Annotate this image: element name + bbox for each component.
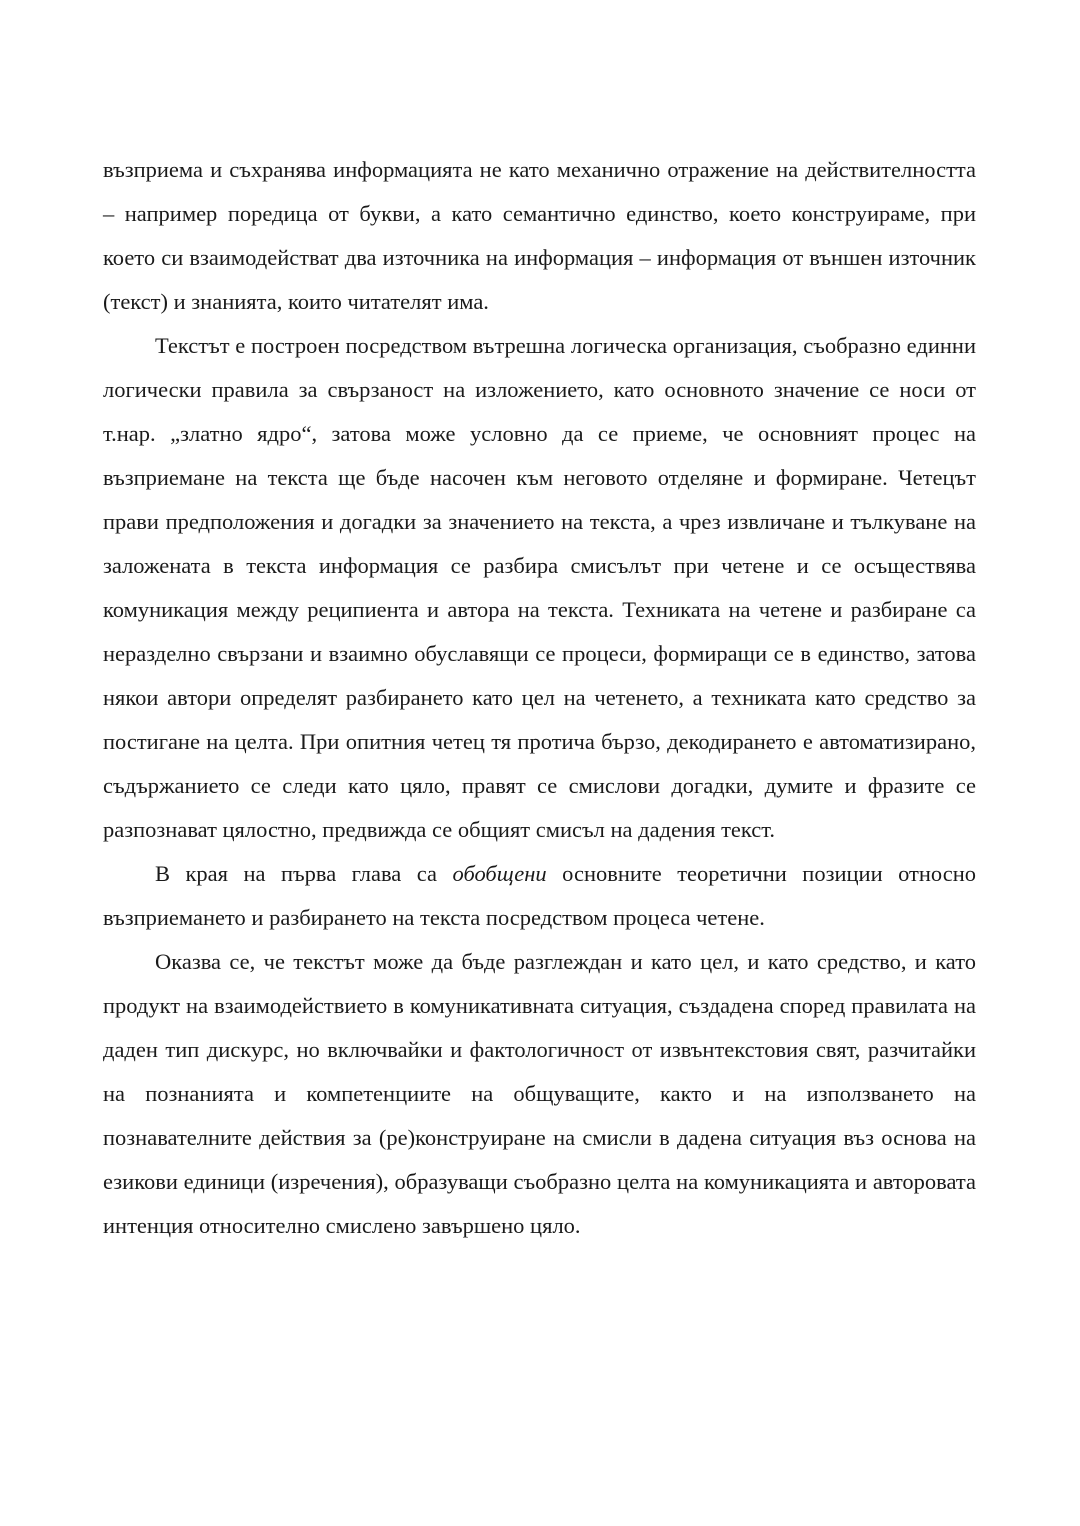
summary-text-after: основните теоретични позиции относно възприемането и разбирането на текста посредством процеса четене. <box>103 861 977 930</box>
paragraph-chapter-summary <box>103 852 976 940</box>
document-page <box>103 148 976 1248</box>
paragraph-text-structure: Текстът е построен посредством вътрешна логическа организация, съобразно единни логически правила за свързаност на изложението, като основното значение се носи от т.нар. „златно ядро“, затова може условно да се приеме, че основният процес на възприемане на текста ще бъде насочен към неговото отделяне и формиране. Четецът прави предположения и догадки за значението на текста, а чрез извличане и тълкуване на заложената в текста информация се разбира смисълът при четене и се осъществява комуникация между реципиента и автора на текста. Техниката на четене и разбиране са неразделно свързани и взаимно обуславящи се процеси, формиращи се в единство, затова някои автори определят разбирането като цел на четенето, а техниката като средство за постигане на целта. При опитния четец тя протича бързо, декодирането е автоматизирано, съдържанието се следи като цяло, правят се смислови догадки, думите и фразите се разпознават цялостно, предвижда се общият смисъл на дадения текст. <box>103 333 976 842</box>
paragraph-conclusion: Оказва се, че текстът може да бъде разглеждан и като цел, и като средство, и като продукт на взаимодействието в комуникативната ситуация, създадена според правилата на даден тип дискурс, но включвайки и фактологичност от извънтекстовия свят, разчитайки на познанията и компетенциите на общуващите, както и на използването на познавателните действия за (ре)конструиране на смисли в дадена ситуация въз основа на езикови единици (изречения), образуващи съобразно целта на комуникацията и авторовата интенция относително смислено завършено цяло. <box>103 949 976 1238</box>
paragraph-continuation: възприема и съхранява информацията не като механично отражение на действителността – например поредица от букви, а като семантично единство, което конструираме, при което си взаимодействат два източника на информация – информация от външен източник (текст) и знанията, които читателят има. <box>103 157 976 314</box>
summary-emphasis: обобщени <box>452 861 547 886</box>
summary-text-before: В края на първа глава са <box>155 861 453 886</box>
